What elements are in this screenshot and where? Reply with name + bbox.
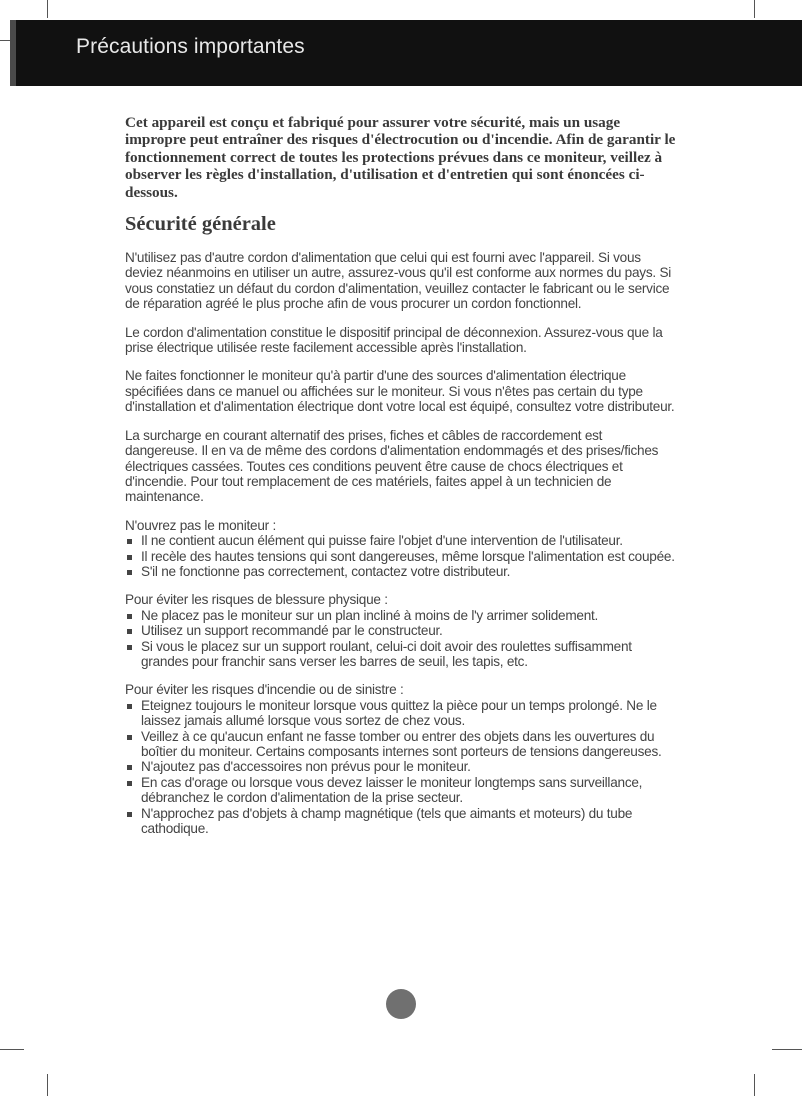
list-item <box>125 639 678 670</box>
intro-paragraph: Cet appareil est conçu et fabriqué pour assurer votre sécurité, mais un usage impropre peut entraîner des risques d'électrocution ou d'incendie. Afin de garantir le fonctionnement correct de toutes les protections prévues dans ce moniteur, veillez à observer les règles d'installation, d'utilisation et d'entretien qui sont énoncées ci-dessous. <box>125 114 676 201</box>
list-item-text: Veillez à ce qu'aucun enfant ne fasse tomber ou entrer des objets dans les ouvertures du boîtier du moniteur. Certains composants internes sont porteurs de tensions dangereuses. <box>141 728 662 759</box>
page-number-dot <box>386 989 416 1019</box>
list-item-text: N'approchez pas d'objets à champ magnétique (tels que aimants et moteurs) du tube cathodique. <box>141 805 633 837</box>
crop-mark-top-right-vertical <box>754 0 755 18</box>
list-item-text: Si vous le placez sur un support roulant, celui-ci doit avoir des roulettes suffisamment grandes pour franchir sans verser les barres de seuil, les tapis, etc. <box>141 638 632 669</box>
square-bullet-icon <box>127 735 132 740</box>
square-bullet-icon <box>127 629 132 634</box>
list-item-text: S'il ne fonctionne pas correctement, contactez votre distributeur. <box>141 563 511 579</box>
list-item <box>125 759 678 774</box>
bullet-list-fire <box>125 698 678 837</box>
section-heading: Sécurité générale <box>125 213 276 236</box>
list-item <box>125 623 678 638</box>
crop-mark-top-left-horizontal <box>0 40 10 41</box>
crop-mark-bottom-right-horizontal <box>772 1049 802 1050</box>
list-item-text: Eteignez toujours le moniteur lorsque vous quittez la pièce pour un temps prolongé. Ne le laissez jamais allumé lorsque vous sortez de chez vous. <box>141 697 657 729</box>
bullet-list-injury <box>125 608 678 670</box>
list-item-text: Utilisez un support recommandé par le constructeur. <box>141 623 443 639</box>
list-item <box>125 775 678 806</box>
paragraph-overload: La surcharge en courant alternatif des prises, fiches et câbles de raccordement est dangereuse. Il en va de même des cordons d'alimentation endommagés et des prises/fiches électriques cassées. Toutes ces conditions peuvent être cause de chocs électriques et d'incendie. Pour tout remplacement de ces matériels, faites appel à un technicien de maintenance. <box>125 427 659 505</box>
list-lead-open: N'ouvrez pas le moniteur : <box>125 517 276 533</box>
list-lead-fire: Pour éviter les risques d'incendie ou de sinistre : <box>125 682 404 698</box>
list-item <box>125 608 678 623</box>
crop-mark-bottom-right-vertical <box>754 1074 755 1096</box>
square-bullet-icon <box>127 539 132 544</box>
list-item-text: Il ne contient aucun élément qui puisse faire l'objet d'une intervention de l'utilisateur. <box>141 533 623 549</box>
paragraph-power-source: Ne faites fonctionner le moniteur qu'à partir d'une des sources d'alimentation électrique spécifiées dans ce manuel ou affichées sur le moniteur. Si vous n'êtes pas certain du type d'installation et d'alimentation électrique dont votre local est équipé, consultez votre distributeur. <box>125 368 675 415</box>
square-bullet-icon <box>127 704 132 709</box>
list-item-text: Ne placez pas le moniteur sur un plan incliné à moins de l'y arrimer solidement. <box>141 607 599 623</box>
square-bullet-icon <box>127 765 132 770</box>
paragraph-power-cord: N'utilisez pas d'autre cordon d'alimentation que celui qui est fourni avec l'appareil. Si vous deviez néanmoins en utiliser un autre, assurez-vous qu'il est conforme aux normes du pays. Si vous constatiez un défaut du cordon d'alimentation, veuillez contacter le fabricant ou le service de réparation agréé le plus proche afin de vous procurer un cordon fonctionnel. <box>125 250 672 312</box>
list-item <box>125 533 678 548</box>
list-item <box>125 549 678 564</box>
bullet-list-open <box>125 533 678 579</box>
list-lead-injury: Pour éviter les risques de blessure physique : <box>125 592 388 608</box>
list-item <box>125 698 678 729</box>
list-item-text: En cas d'orage ou lorsque vous devez laisser le moniteur longtemps sans surveillance, débranchez le cordon d'alimentation de la prise secteur. <box>141 774 643 806</box>
content <box>125 114 678 836</box>
crop-mark-bottom-left-horizontal <box>0 1049 24 1050</box>
square-bullet-icon <box>127 812 132 817</box>
square-bullet-icon <box>127 570 132 575</box>
square-bullet-icon <box>127 614 132 619</box>
crop-mark-top-left-vertical <box>47 0 48 18</box>
page-title: Précautions importantes <box>76 35 305 58</box>
list-item-text: Il recèle des hautes tensions qui sont dangereuses, même lorsque l'alimentation est coupée. <box>141 548 675 564</box>
header-accent <box>10 20 16 86</box>
list-item <box>125 729 678 760</box>
list-item-text: N'ajoutez pas d'accessoires non prévus pour le moniteur. <box>141 759 471 775</box>
list-item <box>125 564 678 579</box>
square-bullet-icon <box>127 781 132 786</box>
crop-mark-bottom-left-vertical <box>47 1074 48 1096</box>
square-bullet-icon <box>127 555 132 560</box>
square-bullet-icon <box>127 645 132 650</box>
paragraph-disconnect: Le cordon d'alimentation constitue le dispositif principal de déconnexion. Assurez-vous que la prise électrique utilisée reste facilement accessible après l'installation. <box>125 324 663 356</box>
list-item <box>125 806 678 837</box>
